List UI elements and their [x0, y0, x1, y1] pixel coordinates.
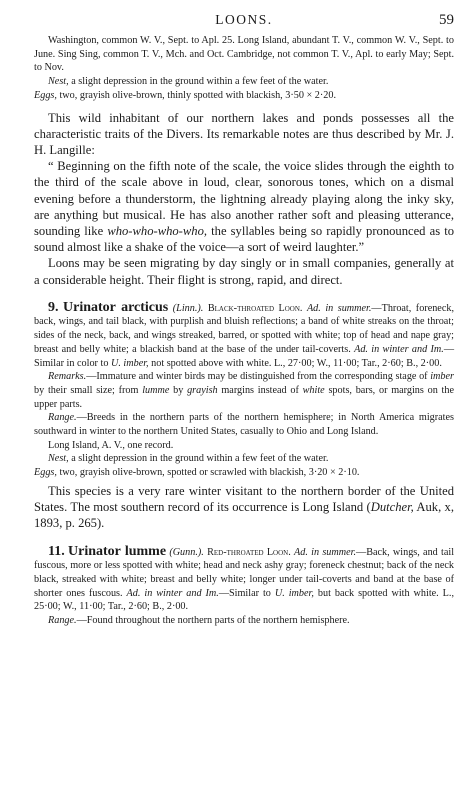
species-9-name: Urinator arcticus [63, 299, 169, 315]
species-11-common-name: Red-throated Loon. [207, 546, 291, 558]
species-11-plumage-text: —Back, wings, and tail fuscous, more or less spotted with white; head and neck ashy gray; foreneck chestnut; back of the neck black, streaked with white; breast and belly white; longer under tail-coverts and band at the base of shorter ones fuscous. [34, 546, 455, 599]
eggs-paragraph [34, 89, 454, 103]
species-11-number: 11. [48, 543, 65, 559]
note-text-a: This species is a very rare winter visitant to the northern border of the United States. The most southern record of its occurrence is Long Island ( [34, 483, 454, 515]
species-9-note [34, 483, 454, 532]
remarks-grayish: grayish [187, 384, 218, 396]
species-11-name: Urinator lumme [68, 543, 167, 559]
species-9-number: 9. [48, 299, 59, 315]
migration-paragraph: Loons may be seen migrating by day singly or in small companies, generally at a considerable height. Their flight is strong, rapid, and direct. [34, 256, 454, 287]
species-11-range-text: —Found throughout the northern parts of the northern hemisphere. [76, 615, 350, 627]
note-text-b: Auk, x, 1893, p. 265). [34, 500, 454, 531]
species-9-common-name: Black-throated Loon. [207, 302, 303, 314]
remarks-imber: imber [430, 371, 454, 383]
localities-paragraph: Washington, common W. V., Sept. to Apl. 25. Long Island, abundant T. V., common W. V., Sept. to June. Sing Sing, common T. V., Mch. and Oct. Cambridge, not common T. V., Apl. to early May; Sept. to Nov. [34, 35, 454, 74]
remarks-text-c: by [169, 384, 188, 396]
nest-label: Nest, [48, 76, 69, 88]
eggs-label: Eggs, [34, 89, 57, 101]
species-9-range [34, 411, 454, 438]
species-11-plumage-label: Ad. in summer. [294, 546, 356, 558]
species-11-range [34, 614, 454, 628]
species-11-heading [34, 545, 454, 615]
quote-before: “ Beginning on the fifth note of the scale, the voice slides through the eighth to the third of the scale above in loud, clear, sonorous tones, which on a dismal evening before a thunderstorm, the lightning already playing along the inky sky, are anything but musical. He has also another rather soft and pleasing utterance, sounding like [34, 159, 454, 238]
running-header [34, 12, 454, 34]
remarks-label: Remarks. [48, 371, 87, 383]
species-9-record: Long Island, A. V., one record. [48, 439, 174, 451]
species-9-winter-text-b: not spotted above with white. L., 27·00; W., 11·00; Tar., 2·60; B., 2·00. [148, 357, 442, 369]
langille-quote [34, 158, 454, 255]
species-9-heading [34, 301, 454, 371]
page-number: 59 [439, 12, 454, 28]
species-11-winter-ref: U. imber, [274, 587, 314, 599]
range-label: Range. [48, 412, 77, 424]
species-9-plumage-label: Ad. in summer. [306, 302, 372, 314]
intro-paragraph: This wild inhabitant of our northern lakes and ponds possesses all the characteristic traits of the Divers. Its remarkable notes are thus described by Mr. J. H. Langille: [34, 110, 454, 157]
nest-paragraph [34, 75, 454, 89]
species-9-eggs-text: two, grayish olive-brown, spotted or scrawled with blackish, 3·20 × 2·10. [56, 467, 360, 479]
book-page [34, 12, 454, 628]
species-11-range-label: Range. [48, 615, 77, 627]
species-11-winter-text-a: —Similar to [218, 587, 275, 599]
species-9-nest-label: Nest, [48, 453, 69, 465]
quote-after: the syllables being so rapidly pronounced as to sound almost like a shake of the voice—a sort of weird laughter.” [34, 223, 455, 255]
species-9-winter-text-a: —Similar in color to [34, 343, 455, 369]
species-9-remarks [34, 370, 454, 411]
range-text: —Breeds in the northern parts of the northern hemisphere; in North America migrates southward in winter to the northern United States, casually to Ohio and Long Island. [34, 412, 454, 438]
species-11-winter-text-b: but back spotted with white. L., 25·00; W., 11·00; Tar., 2·60; B., 2·00. [34, 587, 455, 613]
species-11-winter-label: Ad. in winter and Im. [126, 587, 219, 599]
species-9-nest-text: a slight depression in the ground within a few feet of the water. [68, 453, 329, 465]
species-9-winter-ref: U. imber, [110, 357, 149, 369]
species-9-eggs [34, 466, 454, 480]
remarks-text-b: by their small size; from [34, 384, 143, 396]
quote-call: who-who-who-who, [107, 223, 208, 238]
running-title: LOONS. [215, 12, 273, 27]
remarks-text-e: spots, bars, or margins on the upper parts. [34, 384, 455, 410]
remarks-text-a: —Immature and winter birds may be distinguished from the corresponding stage of [86, 371, 431, 383]
species-9-eggs-label: Eggs, [34, 467, 57, 479]
species-9-winter-label: Ad. in winter and Im. [354, 343, 444, 355]
note-ref: Dutcher, [370, 500, 414, 515]
remarks-text-d: margins instead of [217, 384, 303, 396]
eggs-text: two, grayish olive-brown, thinly spotted with blackish, 3·50 × 2·20. [56, 89, 336, 101]
remarks-lumme: lumme [142, 384, 170, 396]
species-11-authority: (Gunn.). [169, 546, 204, 558]
species-9-authority: (Linn.). [172, 302, 204, 314]
nest-text: a slight depression in the ground within a few feet of the water. [68, 76, 329, 88]
species-9-nest [34, 452, 454, 466]
species-9-plumage-text: —Throat, foreneck, back, wings, and tail black, with purplish and bluish reflections; a band of white streaks on the throat; sides of the neck, back, and wings streaked, barred, or spotted with white; top of head and nape gray; breast and belly white; a blackish band at the base of the under tail-coverts. [34, 302, 454, 355]
remarks-white: white [302, 384, 325, 396]
